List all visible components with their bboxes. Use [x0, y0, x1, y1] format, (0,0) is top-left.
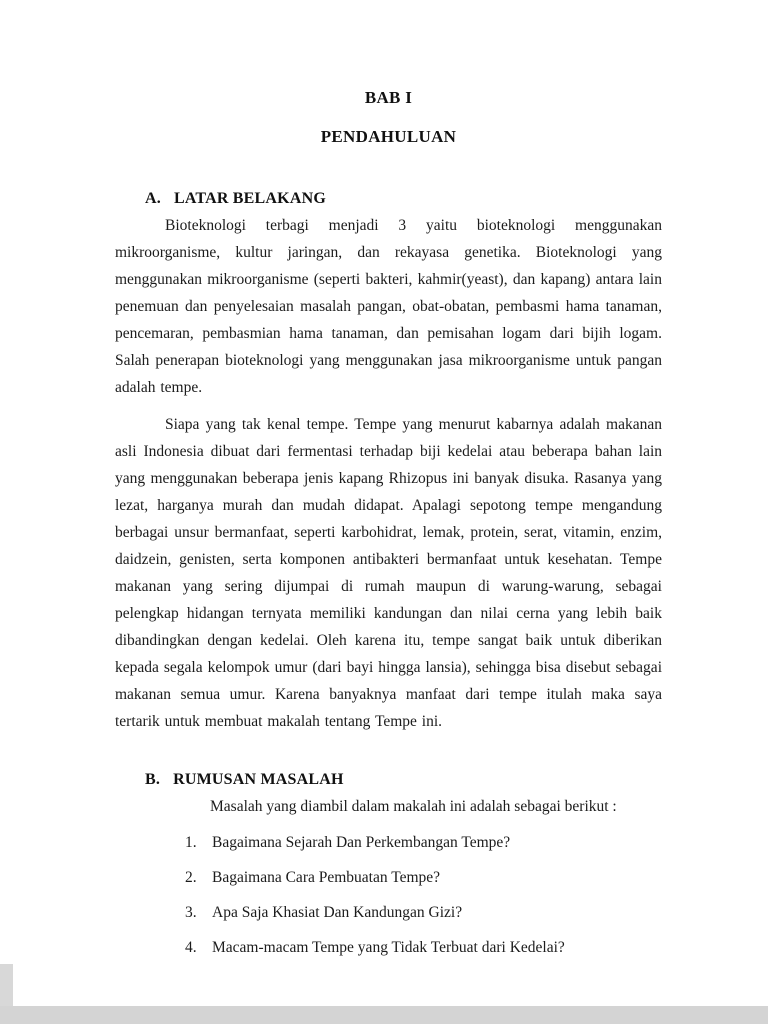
item-text: Bagaimana Cara Pembuatan Tempe?: [212, 869, 441, 886]
item-number: 1.: [185, 834, 197, 851]
section-b-label: RUMUSAN MASALAH: [173, 771, 344, 788]
list-item: [185, 934, 662, 961]
section-b-heading: [145, 771, 662, 789]
list-item: [185, 864, 662, 891]
chapter-title: BAB I: [364, 88, 413, 107]
page-left-margin: [0, 964, 13, 1006]
item-number: 2.: [185, 869, 197, 886]
rumusan-intro: Masalah yang diambil dalam makalah ini adalah sebagai berikut :: [210, 798, 617, 815]
item-text: Apa Saja Khasiat Dan Kandungan Gizi?: [212, 904, 463, 921]
list-item: [185, 829, 662, 856]
section-a-marker: A.: [145, 190, 161, 207]
document-title: PENDAHULUAN: [320, 127, 457, 146]
section-b-marker: B.: [145, 771, 161, 788]
item-number: 4.: [185, 939, 197, 956]
page-bottom-margin: [0, 1006, 768, 1024]
paragraph-latar-belakang-2: Siapa yang tak kenal tempe. Tempe yang menurut kabarnya adalah makanan asli Indonesia dibuat dari fermentasi terhadap biji kedelai atau beberapa bahan lain yang menggunakan beberapa jenis kapang Rhizopus ini banyak disuka. Rasanya yang lezat, harganya murah dan mudah didapat. Apalagi sepotong tempe mengandung berbagai unsur bermanfaat, seperti karbohidrat, lemak, protein, serat, vitamin, enzim, daidzein, genisten, serta komponen antibakteri bermanfaat untuk kesehatan. Tempe makanan yang sering dijumpai di rumah maupun di warung-warung, sebagai pelengkap hidangan ternyata memiliki kandungan dan nilai cerna yang lebih baik dibandingkan dengan kedelai. Oleh karena itu, tempe sangat baik untuk diberikan kepada segala kelompok umur (dari bayi hingga lansia), sehingga bisa disebut sebagai makanan semua umur. Karena banyaknya manfaat dari tempe itulah maka saya tertarik untuk membuat makalah tentang Tempe ini.: [115, 416, 662, 730]
paragraph-latar-belakang-1: Bioteknologi terbagi menjadi 3 yaitu bioteknologi menggunakan mikroorganisme, kultur jaringan, dan rekayasa genetika. Bioteknologi yang menggunakan mikroorganisme (seperti bakteri, kahmir(yeast), dan kapang) antara lain penemuan dan penyelesaian masalah pangan, obat-obatan, pembasmi hama tanaman, pencemaran, pembasmian hama tanaman, dan pemisahan logam dari bijih logam. Salah penerapan bioteknologi yang menggunakan jasa mikroorganisme untuk pangan adalah tempe.: [115, 217, 662, 396]
section-a-label: LATAR BELAKANG: [173, 190, 326, 207]
item-number: 3.: [185, 904, 197, 921]
rumusan-list: [185, 829, 662, 961]
item-text: Bagaimana Sejarah Dan Perkembangan Tempe?: [212, 834, 511, 851]
section-a-heading: [145, 190, 662, 208]
item-text: Macam-macam Tempe yang Tidak Terbuat dari Kedelai?: [212, 939, 565, 956]
list-item: [185, 899, 662, 926]
title-block: [115, 88, 662, 147]
